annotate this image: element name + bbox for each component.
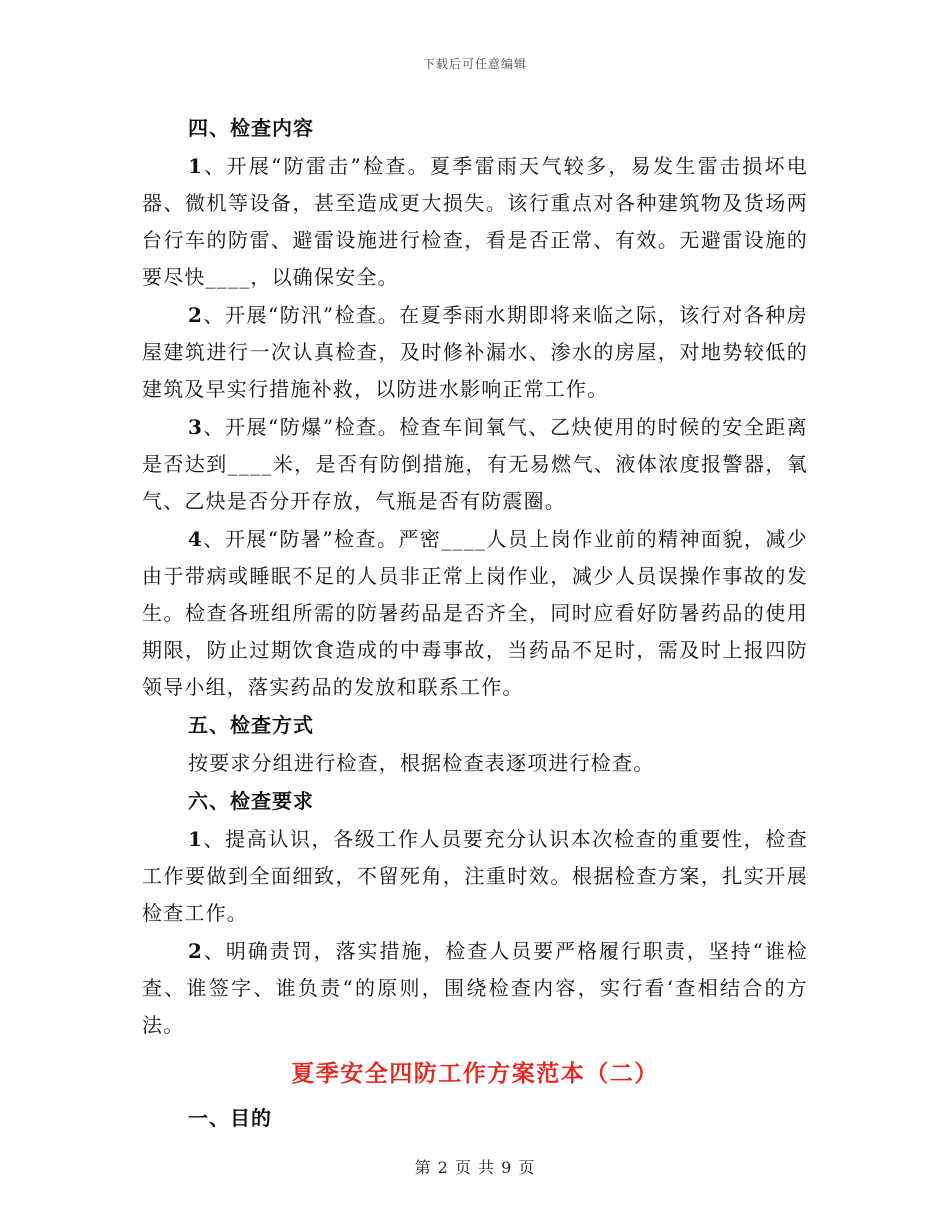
paragraph-heatstroke-check <box>142 521 808 706</box>
item-text: 、开展“防爆”检查。检查车间氧气、乙炔使用的时候的安全距离是否达到____米，是否有防倒措施，有无易燃气、液体浓度报警器，氧气、乙炔是否分开存放，气瓶是否有防震圈。 <box>142 415 808 513</box>
paragraph-responsibility <box>142 933 808 1044</box>
item-number: 3 <box>188 415 204 439</box>
paragraph-inspection-method: 按要求分组进行检查，根据检查表逐项进行检查。 <box>188 751 655 775</box>
section-heading-inspection-requirements: 六、检查要求 <box>188 789 314 813</box>
item-text: 、开展“防雷击”检查。夏季雷雨天气较多，易发生雷击损坏电器、微机等设备，甚至造成更大损失。该行重点对各种建筑物及货场两台行车的防雷、避雷设施进行检查，看是否正常、有效。无避雷设施的要尽快____，以确保安全。 <box>142 154 808 289</box>
item-text: 、明确责罚，落实措施，检查人员要严格履行职责，坚持“谁检查、谁签字、谁负责“的原则，围绕检查内容，实行看‘查相结合的方法。 <box>142 939 808 1037</box>
item-text: 、提高认识，各级工作人员要充分认识本次检查的重要性，检查工作要做到全面细致，不留死角，注重时效。根据检查方案，扎实开展检查工作。 <box>142 827 808 925</box>
section-heading-inspection-content: 四、检查内容 <box>188 116 314 140</box>
paragraph-explosion-check <box>142 409 808 520</box>
section-heading-inspection-method: 五、检查方式 <box>188 713 314 737</box>
item-number: 2 <box>188 939 204 963</box>
item-number: 1 <box>188 827 204 851</box>
paragraph-raise-awareness <box>142 821 808 932</box>
item-number: 4 <box>188 527 204 551</box>
document-body <box>142 110 808 1137</box>
item-text: 、开展“防暑”检查。严密____人员上岗作业前的精神面貌，减少由于带病或睡眠不足的人员非正常上岗作业，减少人员误操作事故的发生。检查各班组所需的防暑药品是否齐全，同时应看好防暑药品的使用期限，防止过期饮食造成的中毒事故，当药品不足时，需及时上报四防领导小组，落实药品的发放和联系工作。 <box>142 527 808 699</box>
paragraph-flood-check <box>142 297 808 408</box>
page-number: 第 2 页 共 9 页 <box>414 1158 536 1177</box>
item-text: 、开展“防汛”检查。在夏季雨水期即将来临之际，该行对各种房屋建筑进行一次认真检查，及时修补漏水、渗水的房屋，对地势较低的建筑及早实行措施补救，以防进水影响正常工作。 <box>142 303 808 401</box>
item-number: 1 <box>188 154 204 178</box>
document-title-part-two: 夏季安全四防工作方案范本（二） <box>291 1060 659 1087</box>
section-heading-purpose: 一、目的 <box>188 1106 272 1130</box>
paragraph-lightning-check <box>142 148 808 296</box>
item-number: 2 <box>188 303 204 327</box>
header-note: 下载后可任意编辑 <box>422 57 527 71</box>
